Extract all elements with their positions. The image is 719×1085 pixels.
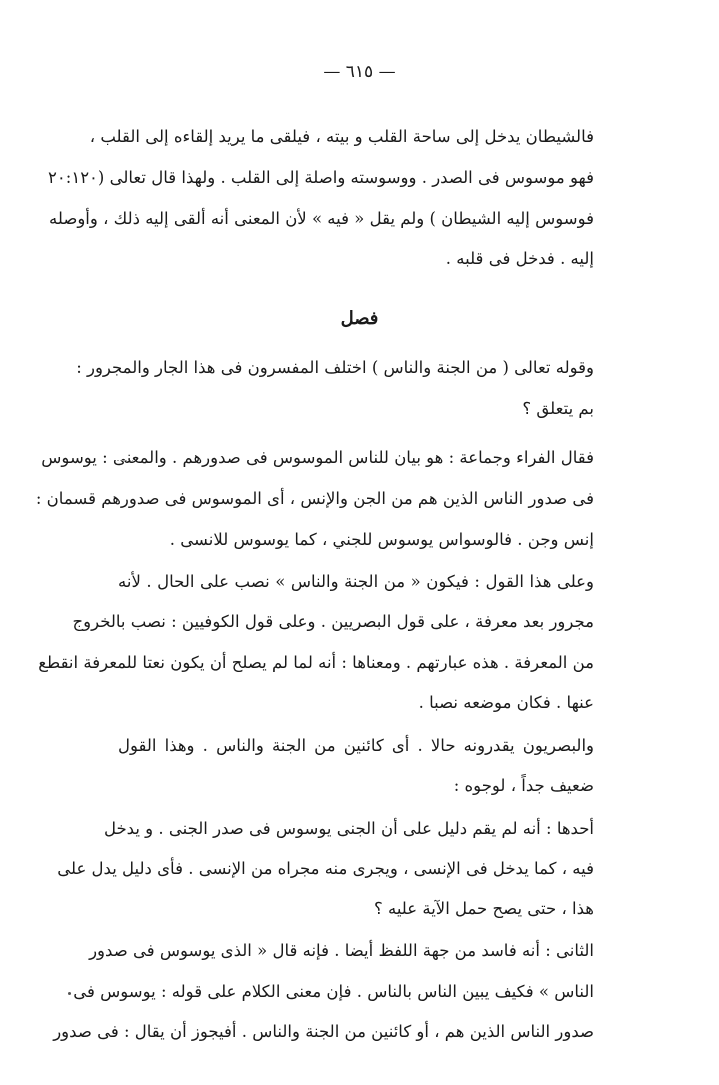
text-line-1: فالشيطان يدخل إلى ساحة القلب و بيته ، فيلقى ما يريد إلقاءه إلى القلب ، [89,127,594,146]
text-line-6: بم يتعلق ؟ [522,399,594,418]
section-heading: فصل [340,308,379,329]
text-line-20: الناس » فكيف يبين الناس بالناس . فإن معنى الكلام على قوله : يوسوس فى [73,982,594,1001]
text-line-17: فيه ، كما يدخل فى الإنسى ، ويجرى منه مجراه من الإنسى . فأى دليل يدل على [57,859,594,878]
text-line-16: أحدها : أنه لم يقم دليل على أن الجنى يوسوس فى صدر الجنى . و يدخل [103,819,594,838]
text-line-7: فقال الفراء وجماعة : هو بيان للناس الموسوس فى صدورهم . والمعنى : يوسوس [41,448,594,467]
text-line-15: ضعيف جداً ، لوجوه : [453,776,594,795]
text-line-5: وقوله تعالى ( من الجنة والناس ) اختلف المفسرون فى هذا الجار والمجرور : [76,358,594,377]
text-line-10: وعلى هذا القول : فيكون « من الجنة والناس » نصب على الحال . لأنه [118,572,594,591]
text-line-19: الثانى : أنه فاسد من جهة اللفظ أيضا . فإنه قال « الذى يوسوس فى صدور [89,941,594,960]
text-line-18: هذا ، حتى يصح حمل الآية عليه ؟ [373,899,594,918]
text-line-13: عنها . فكان موضعه نصبا . [418,693,594,712]
text-line-21: صدور الناس الذين هم ، أو كائنين من الجنة والناس . أفيجوز أن يقال : فى صدور [53,1022,594,1041]
text-line-14: والبصريون يقدرونه حالا . أى كائنين من الجنة والناس . وهذا القول [118,736,594,755]
page-number: — ٦١٥ — [323,62,396,82]
text-line-2: فهو موسوس فى الصدر . ووسوسته واصلة إلى القلب . ولهذا قال تعالى (٢٠:١٢٠ [48,168,594,187]
text-line-11: مجرور بعد معرفة ، على قول البصريين . وعلى قول الكوفيين : نصب بالخروج [72,612,594,631]
text-line-8: فى صدور الناس الذين هم من الجن والإنس ، أى الموسوس فى صدورهم قسمان : [35,489,594,508]
text-line-3: فوسوس إليه الشيطان ) ولم يقل « فيه » لأن المعنى أنه ألقى إليه ذلك ، وأوصله [49,209,594,228]
margin-mark [117,452,135,461]
margin-dot [68,992,71,995]
text-line-9: إنس وجن . فالوسواس يوسوس للجني ، كما يوسوس للانسى . [169,530,594,549]
text-line-12: من المعرفة . هذه عبارتهم . ومعناها : أنه لما لم يصلح أن يكون نعتا للمعرفة انقطع [38,653,594,672]
text-line-4: إليه . فدخل فى قلبه . [445,249,594,268]
